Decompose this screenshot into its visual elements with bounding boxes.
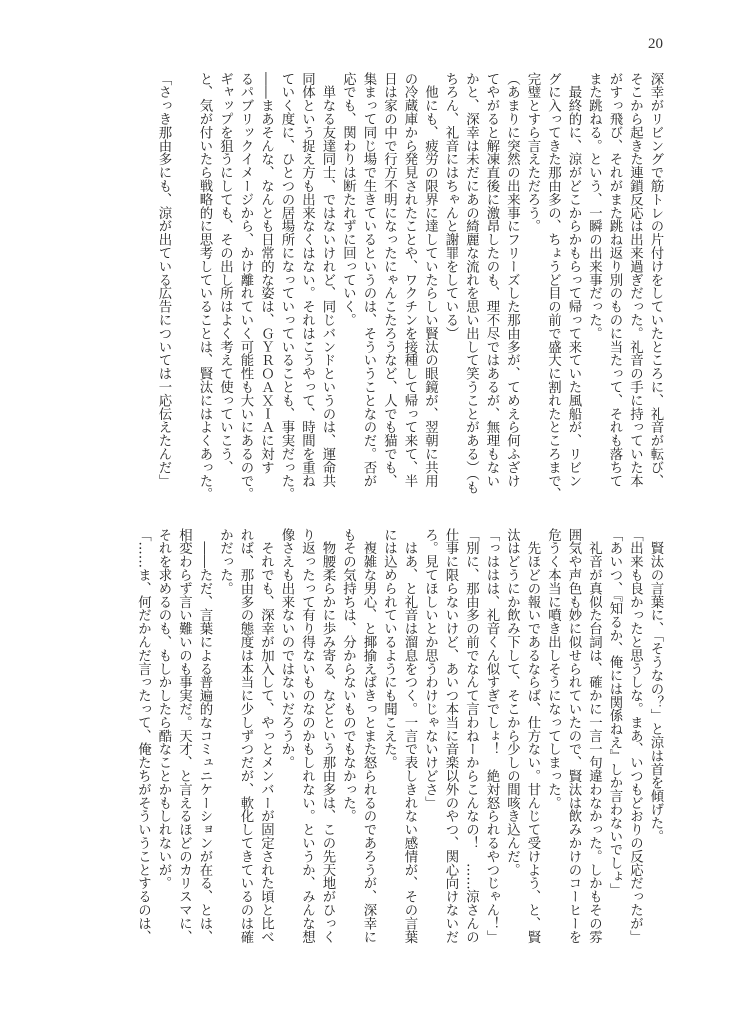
text-line: 汰はどうにか飲み下して、そこから少しの間咳き込んだ。 xyxy=(504,528,520,877)
text-line: 仕事に限らないけど、あいつ本当に音楽以外のやつ、関心向けないだ xyxy=(443,528,458,944)
text-block-upper xyxy=(153,72,666,512)
text-line: 「……ま、何だかんだ言ったって、俺たちがそういうことするのは、 xyxy=(135,528,151,944)
text-line: （あまりに突然の出来事にフリーズした那由多が、てめえら何ふざけ xyxy=(504,72,520,488)
text-line: 深幸がリビングで筋トレの片付けをしていたところに、礼音が転び、 xyxy=(648,72,663,488)
text-line: 最終的に、涼がどこからかもらって帰って来ていた風船が、リビン xyxy=(566,72,581,488)
text-line xyxy=(173,72,194,512)
text-line: 単なる友達同士、ではないけれど、同じバンドというのは、運命共 xyxy=(320,72,335,488)
text-line: てやがると解凍直後に激昂したのも、理不尽ではあるが、無理もない xyxy=(484,72,499,488)
text-line: 同体という捉え方も出来なくはない。それはこうやって、時間を重ね xyxy=(299,72,315,488)
text-line: そこから起きた連鎖反応は出来過ぎだった。礼音の手に持っていた本 xyxy=(627,72,643,488)
text-line: には込められているようにも聞こえた。 xyxy=(381,528,397,770)
text-line: 応でも、関わりは断たれずに回っていく。 xyxy=(340,72,356,327)
text-line: 相変わらず言い難いのも事実だ。天才、と言えるほどのカリスマに、 xyxy=(176,528,192,944)
text-line: もその気持ちは、分からないものでもなかった。 xyxy=(340,528,356,823)
text-line: 他にも、疲労の限界に達していたらしい賢汰の眼鏡が、翌朝に共用 xyxy=(422,72,438,488)
text-line: 日は家の中で行方不明になったにゃんこたろうなど、人でも猫でも、 xyxy=(381,72,397,488)
text-line: 「出来も良かったと思うしな。まあ、いつもどおりの反応だったが」 xyxy=(627,528,643,944)
text-line: ――ただ、言葉による普遍的なコミュニケーションが在る、とは、 xyxy=(197,528,212,944)
text-line: がすっ飛び、それがまた跳ね返り別のものに当たって、それも落ちて xyxy=(607,72,622,488)
text-line: はあ、と礼音は溜息をつく。一言で表しきれない感情が、その言葉 xyxy=(402,528,417,944)
text-line: それを求めるのも、もしかしたら酷なことかもしれないが。 xyxy=(156,528,171,890)
text-line: ギャップを狙うにしても、その出し所はよく考えて使っていこう、 xyxy=(217,72,233,474)
text-line: 賢汰の言葉に、「そうなの？」と涼は首を傾げた。 xyxy=(648,528,663,843)
text-line: 礼音が真似た台詞は、確かに一言一句違わなかった。しかもその雰 xyxy=(586,528,602,944)
text-line: 完璧とすら言えただろう。 xyxy=(525,72,540,233)
text-line: ――まあそんな、なんとも日常的な姿は、ＧＹＲＯＡＸＩＡに対す xyxy=(258,72,274,474)
text-line: るパブリックイメージから、かけ離れていく可能性も大いにあるので。 xyxy=(238,72,253,501)
text-line: 危うく本当に噴き出しそうになってしまった。 xyxy=(545,528,561,810)
text-line: 囲気や声色も妙に似せられていたので、賢汰は飲みかけのコーヒーを xyxy=(566,528,581,944)
text-line: 「あいつ、『知るか、俺には関係ねえ』しか言わないでしょ」 xyxy=(607,528,622,897)
text-line: かだった。 xyxy=(217,528,233,595)
text-line: れば、那由多の態度は本当に少しずつだが、軟化してきているのは確 xyxy=(238,528,253,944)
text-line: グに入ってきた那由多の、ちょうど目の前で盛大に割れたところまで、 xyxy=(545,72,561,501)
text-line: 複雑な男心、と揶揄えばきっとまた怒られるのであろうが、深幸に xyxy=(361,528,376,944)
text-line: の冷蔵庫から発見されたことや、ワクチンを接種して帰って来て、半 xyxy=(402,72,417,488)
text-line: ていく度に、ひとつの居場所になっていっていることも、事実だった。 xyxy=(279,72,294,501)
text-line: 「別に、那由多の前でなんて言わねーからこんなの！ ……涼さんの xyxy=(463,528,479,944)
text-line: 「さっき那由多にも、涼が出ている広告については一応伝えたんだ」 xyxy=(156,72,171,488)
text-line: り返ったって有り得ないものなのかもしれない。というか、みんな想 xyxy=(299,528,315,944)
text-line: かと、深幸は未だにあの綺麗な流れを思い出して笑うことがある）（も xyxy=(463,72,479,495)
text-line: ちろん、礼音にはちゃんと謝罪をしている） xyxy=(443,72,458,340)
text-line: 「っははは、礼音くん似すぎでしょ！ 絶対怒られるやつじゃん！」 xyxy=(484,528,499,944)
text-line: それでも、深幸が加入して、やっとメンバーが固定された頃と比べ xyxy=(258,528,274,944)
page-number: 20 xyxy=(648,36,663,52)
text-line: また跳ねる。という、一瞬の出来事だった。 xyxy=(586,72,602,340)
text-line: 像さえも出来ないのではないだろうか。 xyxy=(279,528,294,770)
text-line: と、気が付いたら戦略的に思考していることは、賢汰にはよくあった。 xyxy=(197,72,212,501)
text-line: ろ。見てほしいとか思うわけじゃないけどさ」 xyxy=(422,528,438,810)
text-line: 先ほどの報いであるならば、仕方ない。甘んじて受けよう、と、賢 xyxy=(525,528,540,944)
text-line: 物腰柔らかに歩み寄る、などという那由多は、この先天地がひっく xyxy=(320,528,335,944)
text-block-lower xyxy=(132,528,665,968)
text-line: 集まって同じ場で生きているというのは、そういうことなのだ。否が xyxy=(361,72,376,488)
